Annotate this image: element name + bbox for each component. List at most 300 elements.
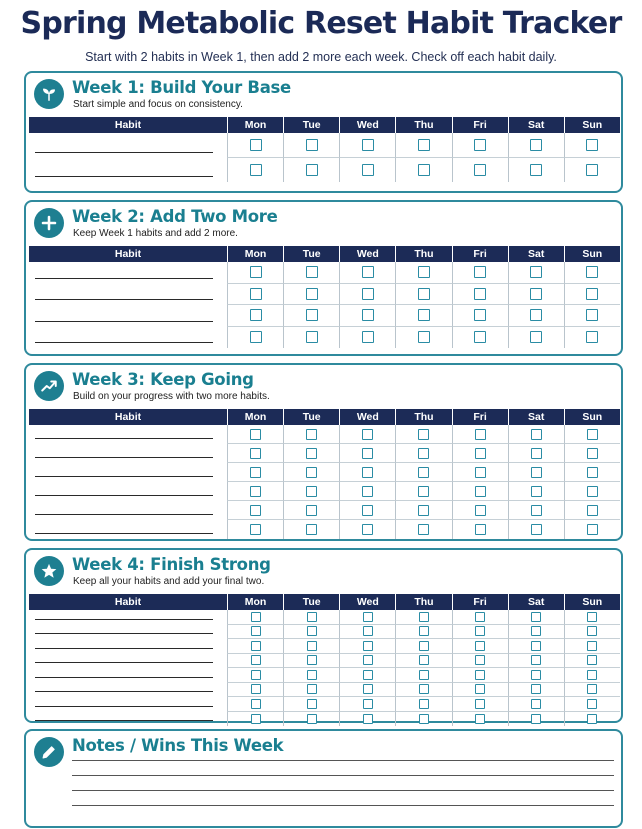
habit-checkbox[interactable]: [530, 164, 542, 176]
habit-checkbox[interactable]: [251, 670, 261, 680]
habit-checkbox[interactable]: [307, 670, 317, 680]
habit-checkbox[interactable]: [306, 309, 318, 321]
habit-checkbox[interactable]: [307, 626, 317, 636]
habit-checkbox[interactable]: [250, 505, 261, 516]
habit-checkbox[interactable]: [587, 655, 597, 665]
day-header-sat: Sat: [508, 117, 564, 133]
habit-checkbox[interactable]: [306, 164, 318, 176]
habit-checkbox[interactable]: [251, 626, 261, 636]
day-cell-tue: [283, 284, 339, 306]
habit-checkbox[interactable]: [362, 288, 374, 300]
day-cell-sat: [508, 425, 564, 444]
habit-name-field[interactable]: [29, 501, 227, 520]
habit-checkbox[interactable]: [306, 288, 318, 300]
habit-row: [29, 262, 620, 284]
habit-checkbox[interactable]: [475, 670, 485, 680]
habit-name-field[interactable]: [29, 520, 227, 539]
habit-checkbox[interactable]: [250, 524, 261, 535]
habit-checkbox[interactable]: [531, 655, 541, 665]
habit-checkbox[interactable]: [251, 641, 261, 651]
habit-checkbox[interactable]: [362, 331, 374, 343]
day-cell-fri: [452, 305, 508, 327]
habit-write-line: [35, 514, 213, 515]
day-cell-sat: [508, 327, 564, 349]
habit-checkbox[interactable]: [363, 699, 373, 709]
day-cell-sat: [508, 284, 564, 306]
day-cell-sat: [508, 520, 564, 539]
habit-checkbox[interactable]: [362, 139, 374, 151]
sprout-icon: [34, 79, 64, 109]
week-4-title: Week 4: Finish Strong: [72, 555, 271, 574]
habit-checkbox[interactable]: [530, 309, 542, 321]
day-cell-mon: [227, 668, 283, 683]
habit-write-line: [35, 662, 213, 663]
habit-checkbox[interactable]: [586, 266, 598, 278]
habit-checkbox[interactable]: [306, 486, 317, 497]
day-header-fri: Fri: [452, 594, 508, 610]
plus-icon: [34, 208, 64, 238]
habit-checkbox[interactable]: [587, 714, 597, 724]
habit-checkbox[interactable]: [531, 524, 542, 535]
notes-write-line[interactable]: [72, 760, 614, 761]
day-cell-thu: [395, 463, 451, 482]
day-cell-sun: [564, 639, 620, 654]
habit-checkbox[interactable]: [306, 429, 317, 440]
trend-up-icon: [34, 371, 64, 401]
day-cell-sun: [564, 158, 620, 183]
day-header-wed: Wed: [339, 117, 395, 133]
day-cell-sun: [564, 697, 620, 712]
day-header-wed: Wed: [339, 409, 395, 425]
habit-checkbox[interactable]: [587, 641, 597, 651]
habit-checkbox[interactable]: [362, 467, 373, 478]
habit-checkbox[interactable]: [530, 331, 542, 343]
week-2-grid: [29, 246, 620, 348]
habit-checkbox[interactable]: [475, 699, 485, 709]
habit-checkbox[interactable]: [307, 684, 317, 694]
day-cell-mon: [227, 697, 283, 712]
day-cell-sat: [508, 133, 564, 158]
day-cell-wed: [339, 262, 395, 284]
habit-row: [29, 712, 620, 727]
habit-checkbox[interactable]: [530, 139, 542, 151]
habit-checkbox[interactable]: [307, 641, 317, 651]
day-header-sat: Sat: [508, 594, 564, 610]
habit-write-line: [35, 152, 213, 153]
habit-checkbox[interactable]: [306, 139, 318, 151]
habit-checkbox[interactable]: [250, 288, 262, 300]
day-cell-wed: [339, 305, 395, 327]
habit-checkbox[interactable]: [475, 429, 486, 440]
habit-checkbox[interactable]: [362, 505, 373, 516]
day-cell-sat: [508, 305, 564, 327]
habit-checkbox[interactable]: [419, 626, 429, 636]
habit-checkbox[interactable]: [362, 524, 373, 535]
habit-checkbox[interactable]: [586, 309, 598, 321]
habit-checkbox[interactable]: [587, 670, 597, 680]
habit-write-line: [35, 438, 213, 439]
habit-row: [29, 284, 620, 306]
habit-checkbox[interactable]: [474, 266, 486, 278]
day-cell-mon: [227, 262, 283, 284]
habit-name-field[interactable]: [29, 639, 227, 654]
habit-checkbox[interactable]: [475, 684, 485, 694]
day-cell-mon: [227, 625, 283, 640]
habit-checkbox[interactable]: [250, 467, 261, 478]
day-cell-sat: [508, 262, 564, 284]
habit-row: [29, 158, 620, 183]
habit-checkbox[interactable]: [307, 612, 317, 622]
habit-checkbox[interactable]: [587, 612, 597, 622]
habit-write-line: [35, 677, 213, 678]
habit-checkbox[interactable]: [306, 505, 317, 516]
habit-checkbox[interactable]: [307, 655, 317, 665]
habit-name-field[interactable]: [29, 625, 227, 640]
habit-checkbox[interactable]: [251, 612, 261, 622]
day-cell-mon: [227, 654, 283, 669]
day-cell-sat: [508, 654, 564, 669]
week-3-description: Build on your progress with two more habits.: [73, 391, 270, 402]
habit-checkbox[interactable]: [251, 655, 261, 665]
habit-checkbox[interactable]: [418, 266, 430, 278]
habit-checkbox[interactable]: [531, 626, 541, 636]
habit-checkbox[interactable]: [362, 486, 373, 497]
habit-checkbox[interactable]: [250, 266, 262, 278]
habit-name-field[interactable]: [29, 158, 227, 183]
habit-checkbox[interactable]: [251, 699, 261, 709]
day-cell-tue: [283, 305, 339, 327]
habit-column-header: Habit: [114, 248, 142, 260]
habit-checkbox[interactable]: [531, 429, 542, 440]
day-header-mon: Mon: [227, 117, 283, 133]
habit-checkbox[interactable]: [475, 612, 485, 622]
day-cell-sat: [508, 482, 564, 501]
habit-checkbox[interactable]: [587, 429, 598, 440]
habit-checkbox[interactable]: [362, 309, 374, 321]
day-cell-sat: [508, 668, 564, 683]
habit-checkbox[interactable]: [531, 505, 542, 516]
habit-write-line: [35, 457, 213, 458]
habit-name-field[interactable]: [29, 654, 227, 669]
notes-write-line[interactable]: [72, 775, 614, 776]
habit-row: [29, 520, 620, 539]
habit-name-field[interactable]: [29, 262, 227, 284]
habit-checkbox[interactable]: [531, 448, 542, 459]
day-cell-tue: [283, 327, 339, 349]
day-cell-mon: [227, 501, 283, 520]
day-cell-sat: [508, 463, 564, 482]
week-3-title: Week 3: Keep Going: [72, 370, 254, 389]
habit-checkbox[interactable]: [362, 429, 373, 440]
habit-row: [29, 501, 620, 520]
habit-row: [29, 654, 620, 669]
habit-name-field[interactable]: [29, 683, 227, 698]
habit-name-field[interactable]: [29, 610, 227, 625]
habit-checkbox[interactable]: [419, 684, 429, 694]
day-cell-fri: [452, 683, 508, 698]
grid-header: [29, 117, 620, 133]
habit-write-line: [35, 476, 213, 477]
habit-checkbox[interactable]: [475, 626, 485, 636]
day-cell-mon: [227, 610, 283, 625]
habit-checkbox[interactable]: [363, 670, 373, 680]
habit-checkbox[interactable]: [418, 467, 429, 478]
day-cell-thu: [395, 668, 451, 683]
habit-checkbox[interactable]: [475, 655, 485, 665]
day-cell-tue: [283, 520, 339, 539]
habit-name-field[interactable]: [29, 697, 227, 712]
habit-checkbox[interactable]: [419, 612, 429, 622]
habit-checkbox[interactable]: [587, 486, 598, 497]
day-cell-mon: [227, 284, 283, 306]
day-cell-fri: [452, 610, 508, 625]
habit-checkbox[interactable]: [587, 626, 597, 636]
habit-checkbox[interactable]: [306, 524, 317, 535]
habit-name-field[interactable]: [29, 133, 227, 158]
habit-checkbox[interactable]: [531, 486, 542, 497]
habit-row: [29, 133, 620, 158]
day-cell-sun: [564, 654, 620, 669]
day-cell-mon: [227, 133, 283, 158]
day-cell-tue: [283, 463, 339, 482]
habit-name-field[interactable]: [29, 444, 227, 463]
habit-checkbox[interactable]: [531, 670, 541, 680]
habit-write-line: [35, 633, 213, 634]
habit-checkbox[interactable]: [586, 164, 598, 176]
notes-write-line[interactable]: [72, 805, 614, 806]
habit-checkbox[interactable]: [587, 467, 598, 478]
habit-checkbox[interactable]: [418, 429, 429, 440]
day-cell-sat: [508, 501, 564, 520]
habit-checkbox[interactable]: [250, 331, 262, 343]
day-cell-mon: [227, 305, 283, 327]
habit-checkbox[interactable]: [418, 505, 429, 516]
habit-checkbox[interactable]: [531, 641, 541, 651]
habit-checkbox[interactable]: [362, 164, 374, 176]
habit-checkbox[interactable]: [250, 139, 262, 151]
habit-checkbox[interactable]: [531, 699, 541, 709]
habit-checkbox[interactable]: [419, 670, 429, 680]
day-cell-tue: [283, 133, 339, 158]
habit-checkbox[interactable]: [587, 505, 598, 516]
day-cell-fri: [452, 668, 508, 683]
week-4-section: [24, 548, 623, 723]
day-cell-wed: [339, 444, 395, 463]
day-cell-fri: [452, 697, 508, 712]
habit-checkbox[interactable]: [586, 139, 598, 151]
habit-checkbox[interactable]: [251, 684, 261, 694]
habit-checkbox[interactable]: [530, 288, 542, 300]
habit-checkbox[interactable]: [475, 486, 486, 497]
day-cell-thu: [395, 158, 451, 183]
habit-checkbox[interactable]: [306, 331, 318, 343]
habit-checkbox[interactable]: [475, 467, 486, 478]
day-cell-tue: [283, 668, 339, 683]
day-cell-mon: [227, 463, 283, 482]
day-cell-wed: [339, 712, 395, 727]
habit-checkbox[interactable]: [419, 714, 429, 724]
habit-checkbox[interactable]: [474, 331, 486, 343]
week-3-grid: [29, 409, 620, 539]
habit-write-line: [35, 495, 213, 496]
habit-checkbox[interactable]: [418, 139, 430, 151]
week-1-title: Week 1: Build Your Base: [72, 78, 291, 97]
habit-checkbox[interactable]: [586, 288, 598, 300]
day-cell-thu: [395, 501, 451, 520]
habit-checkbox[interactable]: [418, 309, 430, 321]
week-2-description: Keep Week 1 habits and add 2 more.: [73, 228, 238, 239]
habit-checkbox[interactable]: [306, 467, 317, 478]
week-1-grid: [29, 117, 620, 182]
notes-write-line[interactable]: [72, 790, 614, 791]
habit-checkbox[interactable]: [419, 655, 429, 665]
habit-checkbox[interactable]: [363, 612, 373, 622]
day-cell-thu: [395, 425, 451, 444]
day-cell-thu: [395, 133, 451, 158]
day-cell-sun: [564, 520, 620, 539]
day-cell-thu: [395, 639, 451, 654]
habit-name-field[interactable]: [29, 482, 227, 501]
habit-checkbox[interactable]: [306, 448, 317, 459]
habit-name-field[interactable]: [29, 284, 227, 306]
day-cell-fri: [452, 501, 508, 520]
day-cell-wed: [339, 327, 395, 349]
day-cell-tue: [283, 683, 339, 698]
day-cell-sun: [564, 501, 620, 520]
habit-checkbox[interactable]: [531, 684, 541, 694]
habit-checkbox[interactable]: [530, 266, 542, 278]
habit-write-line: [35, 342, 213, 343]
habit-checkbox[interactable]: [531, 467, 542, 478]
day-header-tue: Tue: [283, 117, 339, 133]
habit-checkbox[interactable]: [474, 288, 486, 300]
habit-checkbox[interactable]: [363, 684, 373, 694]
day-cell-tue: [283, 262, 339, 284]
habit-row: [29, 327, 620, 349]
day-header-thu: Thu: [395, 409, 451, 425]
day-cell-wed: [339, 520, 395, 539]
habit-checkbox[interactable]: [474, 139, 486, 151]
day-cell-wed: [339, 683, 395, 698]
day-cell-sun: [564, 327, 620, 349]
habit-row: [29, 639, 620, 654]
habit-checkbox[interactable]: [250, 164, 262, 176]
habit-checkbox[interactable]: [363, 714, 373, 724]
habit-checkbox[interactable]: [363, 655, 373, 665]
habit-row: [29, 697, 620, 712]
habit-checkbox[interactable]: [587, 684, 597, 694]
day-cell-wed: [339, 625, 395, 640]
habit-checkbox[interactable]: [362, 266, 374, 278]
habit-checkbox[interactable]: [474, 309, 486, 321]
habit-checkbox[interactable]: [250, 448, 261, 459]
habit-row: [29, 482, 620, 501]
habit-checkbox[interactable]: [474, 164, 486, 176]
habit-checkbox[interactable]: [250, 309, 262, 321]
habit-checkbox[interactable]: [531, 714, 541, 724]
habit-checkbox[interactable]: [418, 486, 429, 497]
habit-checkbox[interactable]: [587, 448, 598, 459]
habit-checkbox[interactable]: [419, 699, 429, 709]
day-header-fri: Fri: [452, 117, 508, 133]
habit-checkbox[interactable]: [475, 524, 486, 535]
grid-header: [29, 594, 620, 610]
habit-checkbox[interactable]: [587, 699, 597, 709]
week-3-section: [24, 363, 623, 541]
habit-checkbox[interactable]: [362, 448, 373, 459]
day-cell-fri: [452, 639, 508, 654]
habit-checkbox[interactable]: [418, 448, 429, 459]
day-cell-mon: [227, 683, 283, 698]
habit-checkbox[interactable]: [363, 626, 373, 636]
day-header-thu: Thu: [395, 594, 451, 610]
day-cell-tue: [283, 158, 339, 183]
day-header-tue: Tue: [283, 594, 339, 610]
notes-section: [24, 729, 623, 828]
habit-checkbox[interactable]: [418, 524, 429, 535]
habit-column-header: Habit: [114, 596, 142, 608]
habit-column-header: Habit: [114, 411, 142, 423]
habit-name-field[interactable]: [29, 463, 227, 482]
day-cell-mon: [227, 482, 283, 501]
day-cell-wed: [339, 654, 395, 669]
habit-name-field[interactable]: [29, 668, 227, 683]
habit-checkbox[interactable]: [250, 429, 261, 440]
day-header-sun: Sun: [564, 409, 620, 425]
day-header-thu: Thu: [395, 246, 451, 262]
day-cell-sun: [564, 668, 620, 683]
day-cell-thu: [395, 444, 451, 463]
day-cell-tue: [283, 482, 339, 501]
habit-name-field[interactable]: [29, 712, 227, 727]
habit-checkbox[interactable]: [586, 331, 598, 343]
day-cell-thu: [395, 305, 451, 327]
habit-checkbox[interactable]: [531, 612, 541, 622]
habit-checkbox[interactable]: [307, 699, 317, 709]
day-cell-thu: [395, 610, 451, 625]
week-4-grid: [29, 594, 620, 726]
habit-checkbox[interactable]: [475, 505, 486, 516]
habit-checkbox[interactable]: [418, 288, 430, 300]
habit-checkbox[interactable]: [250, 486, 261, 497]
habit-checkbox[interactable]: [475, 714, 485, 724]
habit-checkbox[interactable]: [475, 641, 485, 651]
day-cell-wed: [339, 158, 395, 183]
habit-checkbox[interactable]: [306, 266, 318, 278]
habit-checkbox[interactable]: [418, 331, 430, 343]
habit-checkbox[interactable]: [251, 714, 261, 724]
habit-checkbox[interactable]: [475, 448, 486, 459]
week-2-title: Week 2: Add Two More: [72, 207, 278, 226]
habit-checkbox[interactable]: [307, 714, 317, 724]
habit-name-field[interactable]: [29, 305, 227, 327]
habit-checkbox[interactable]: [363, 641, 373, 651]
day-cell-sun: [564, 262, 620, 284]
day-cell-fri: [452, 327, 508, 349]
habit-checkbox[interactable]: [587, 524, 598, 535]
habit-checkbox[interactable]: [419, 641, 429, 651]
day-cell-wed: [339, 482, 395, 501]
day-cell-thu: [395, 697, 451, 712]
week-1-section: [24, 71, 623, 193]
habit-name-field[interactable]: [29, 425, 227, 444]
habit-column-header: Habit: [114, 119, 142, 131]
habit-checkbox[interactable]: [418, 164, 430, 176]
day-cell-mon: [227, 158, 283, 183]
habit-name-field[interactable]: [29, 327, 227, 349]
habit-write-line: [35, 533, 213, 534]
day-header-sun: Sun: [564, 594, 620, 610]
